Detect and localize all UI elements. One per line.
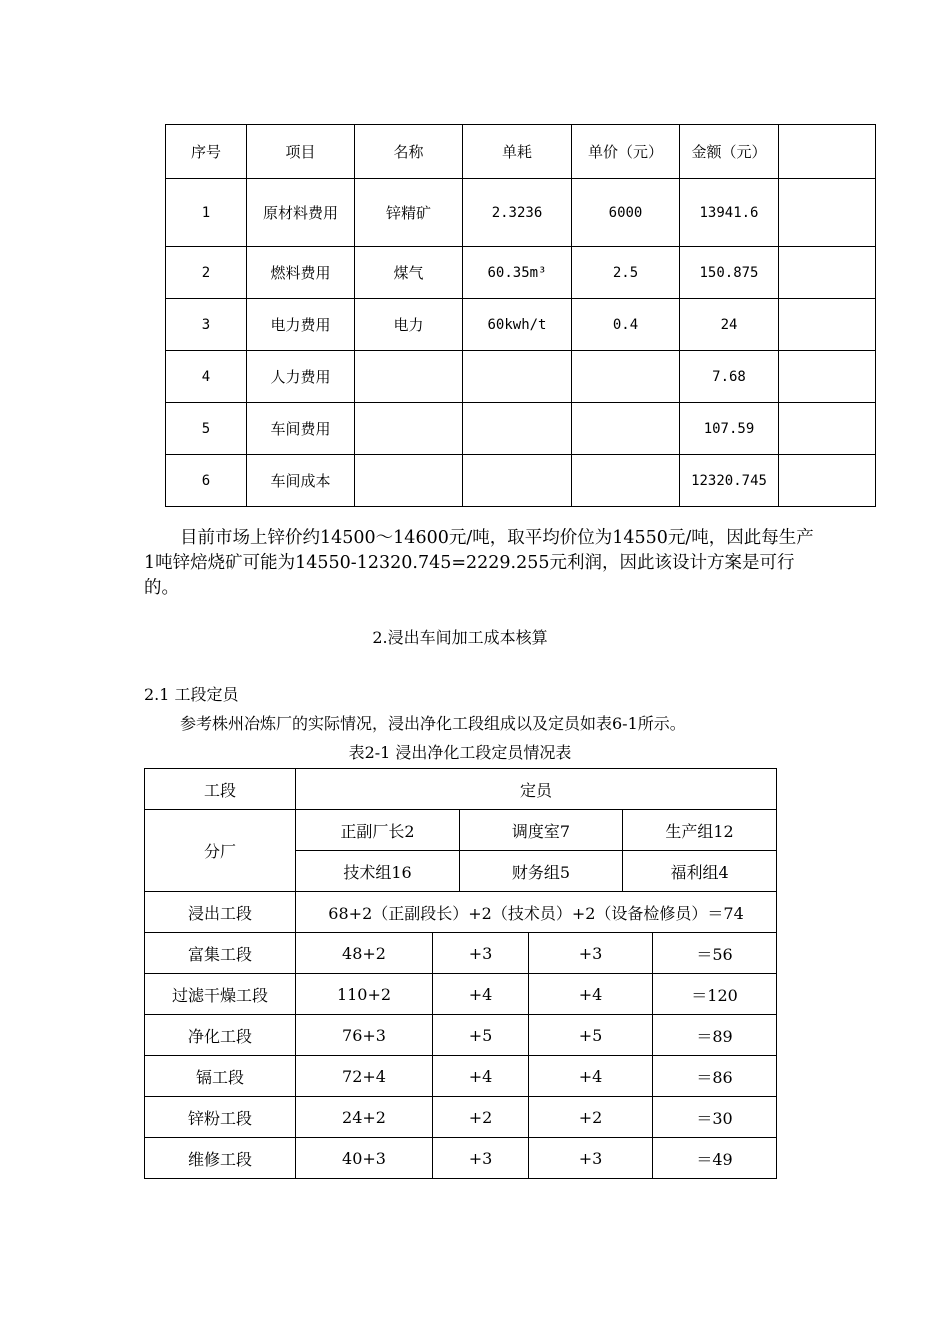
- table-row: [145, 892, 777, 933]
- header-cell: 单价（元）: [572, 125, 680, 179]
- table-cell: 车间成本: [247, 455, 355, 507]
- table-cell: [355, 351, 463, 403]
- table-row: [145, 1056, 777, 1097]
- table-cell: 原材料费用: [247, 179, 355, 247]
- table-cell: 72+4: [296, 1056, 433, 1097]
- table-cell: 过滤干燥工段: [145, 974, 296, 1015]
- table-row: [145, 933, 777, 974]
- table-cell: [779, 179, 876, 247]
- table-cell: 5: [166, 403, 247, 455]
- header-cell: 单耗: [463, 125, 572, 179]
- table-cell: 调度室7: [460, 810, 623, 851]
- table-cell: 107.59: [680, 403, 779, 455]
- header-cell: [779, 125, 876, 179]
- table-cell: 1: [166, 179, 247, 247]
- table-row: [145, 1015, 777, 1056]
- table-row: [145, 974, 777, 1015]
- table-cell: +2: [433, 1097, 529, 1138]
- table-cell: ＝56: [653, 933, 777, 974]
- table-cell: [779, 455, 876, 507]
- table-cell: 车间费用: [247, 403, 355, 455]
- table-row: [166, 455, 876, 507]
- table-cell: [779, 351, 876, 403]
- table-cell: 人力费用: [247, 351, 355, 403]
- table-row: [166, 247, 876, 299]
- table-cell: +4: [433, 1056, 529, 1097]
- table-cell: 24+2: [296, 1097, 433, 1138]
- table-cell: 40+3: [296, 1138, 433, 1179]
- table-cell: +3: [433, 933, 529, 974]
- table-cell: 13941.6: [680, 179, 779, 247]
- table-cell: 福利组4: [623, 851, 777, 892]
- table-cell: 锌精矿: [355, 179, 463, 247]
- table-cell: [779, 299, 876, 351]
- table-cell: [355, 403, 463, 455]
- table-cell: 生产组12: [623, 810, 777, 851]
- header-cell: 名称: [355, 125, 463, 179]
- table-cell: 净化工段: [145, 1015, 296, 1056]
- table-cell: 68+2（正副段长）+2（技术员）+2（设备检修员）＝74: [296, 892, 777, 933]
- table-cell: 正副厂长2: [296, 810, 460, 851]
- table-cell: +5: [529, 1015, 653, 1056]
- table-cell: 富集工段: [145, 933, 296, 974]
- table-cell: +4: [433, 974, 529, 1015]
- table-row: [145, 810, 777, 851]
- table-cell: 维修工段: [145, 1138, 296, 1179]
- table-cell: 浸出工段: [145, 892, 296, 933]
- table-cell: ＝120: [653, 974, 777, 1015]
- header-cell: 金额（元）: [680, 125, 779, 179]
- table-cell: 电力费用: [247, 299, 355, 351]
- table-cell: 燃料费用: [247, 247, 355, 299]
- profit-paragraph: [144, 526, 814, 601]
- table-cell: 4: [166, 351, 247, 403]
- table-cell: +3: [529, 933, 653, 974]
- table-cell: ＝49: [653, 1138, 777, 1179]
- table-cell: 分厂: [145, 810, 296, 892]
- table-cell: [779, 247, 876, 299]
- table-cell: [463, 403, 572, 455]
- header-cell: 项目: [247, 125, 355, 179]
- table-cell: 12320.745: [680, 455, 779, 507]
- table-cell: 技术组16: [296, 851, 460, 892]
- staff-table: [144, 768, 777, 1179]
- table-cell: [463, 351, 572, 403]
- table-row: [145, 1138, 777, 1179]
- table-cell: +2: [529, 1097, 653, 1138]
- table-caption: 表2-1 浸出净化工段定员情况表: [348, 743, 572, 762]
- table-cell: 3: [166, 299, 247, 351]
- header-cell: 工段: [145, 769, 296, 810]
- table-cell: +3: [433, 1138, 529, 1179]
- table-cell: [572, 455, 680, 507]
- cost-table: [165, 124, 876, 507]
- table-cell: 2.5: [572, 247, 680, 299]
- table-cell: 48+2: [296, 933, 433, 974]
- table-cell: 110+2: [296, 974, 433, 1015]
- subsection-title: 2.1 工段定员: [144, 685, 239, 704]
- table-cell: 煤气: [355, 247, 463, 299]
- table-cell: 150.875: [680, 247, 779, 299]
- table-cell: [463, 455, 572, 507]
- header-cell: 定员: [296, 769, 777, 810]
- table-cell: 0.4: [572, 299, 680, 351]
- section-title: 2.浸出车间加工成本核算: [372, 628, 548, 647]
- table-cell: ＝86: [653, 1056, 777, 1097]
- table-cell: 24: [680, 299, 779, 351]
- table-cell: 2.3236: [463, 179, 572, 247]
- table-cell: 6000: [572, 179, 680, 247]
- table-cell: 电力: [355, 299, 463, 351]
- table-row: [166, 299, 876, 351]
- table-cell: +3: [529, 1138, 653, 1179]
- table-cell: 7.68: [680, 351, 779, 403]
- table-cell: 锌粉工段: [145, 1097, 296, 1138]
- table-row: [166, 403, 876, 455]
- table-row: [166, 351, 876, 403]
- table-cell: +4: [529, 974, 653, 1015]
- table-cell: +4: [529, 1056, 653, 1097]
- table-cell: 60kwh/t: [463, 299, 572, 351]
- table-header-row: [166, 125, 876, 179]
- table-cell: [779, 403, 876, 455]
- table-cell: +5: [433, 1015, 529, 1056]
- table-cell: [355, 455, 463, 507]
- table-row: [166, 179, 876, 247]
- table-cell: ＝30: [653, 1097, 777, 1138]
- header-cell: 序号: [166, 125, 247, 179]
- table-cell: 6: [166, 455, 247, 507]
- table-cell: 镉工段: [145, 1056, 296, 1097]
- profit-paragraph-text: 目前市场上锌价约14500～14600元/吨，取平均价位为14550元/吨，因此每生产1吨锌焙烧矿可能为14550-12320.745=2229.255元利润，因此该设计方案是可行的。: [144, 528, 814, 598]
- table-cell: 财务组5: [460, 851, 623, 892]
- table-cell: [572, 351, 680, 403]
- table-header-row: [145, 769, 777, 810]
- table-cell: 60.35m³: [463, 247, 572, 299]
- table-cell: [572, 403, 680, 455]
- table-cell: 2: [166, 247, 247, 299]
- table-cell: ＝89: [653, 1015, 777, 1056]
- table-row: [145, 1097, 777, 1138]
- table-cell: 76+3: [296, 1015, 433, 1056]
- staffing-paragraph: 参考株州冶炼厂的实际情况，浸出净化工段组成以及定员如表6-1所示。: [180, 714, 686, 733]
